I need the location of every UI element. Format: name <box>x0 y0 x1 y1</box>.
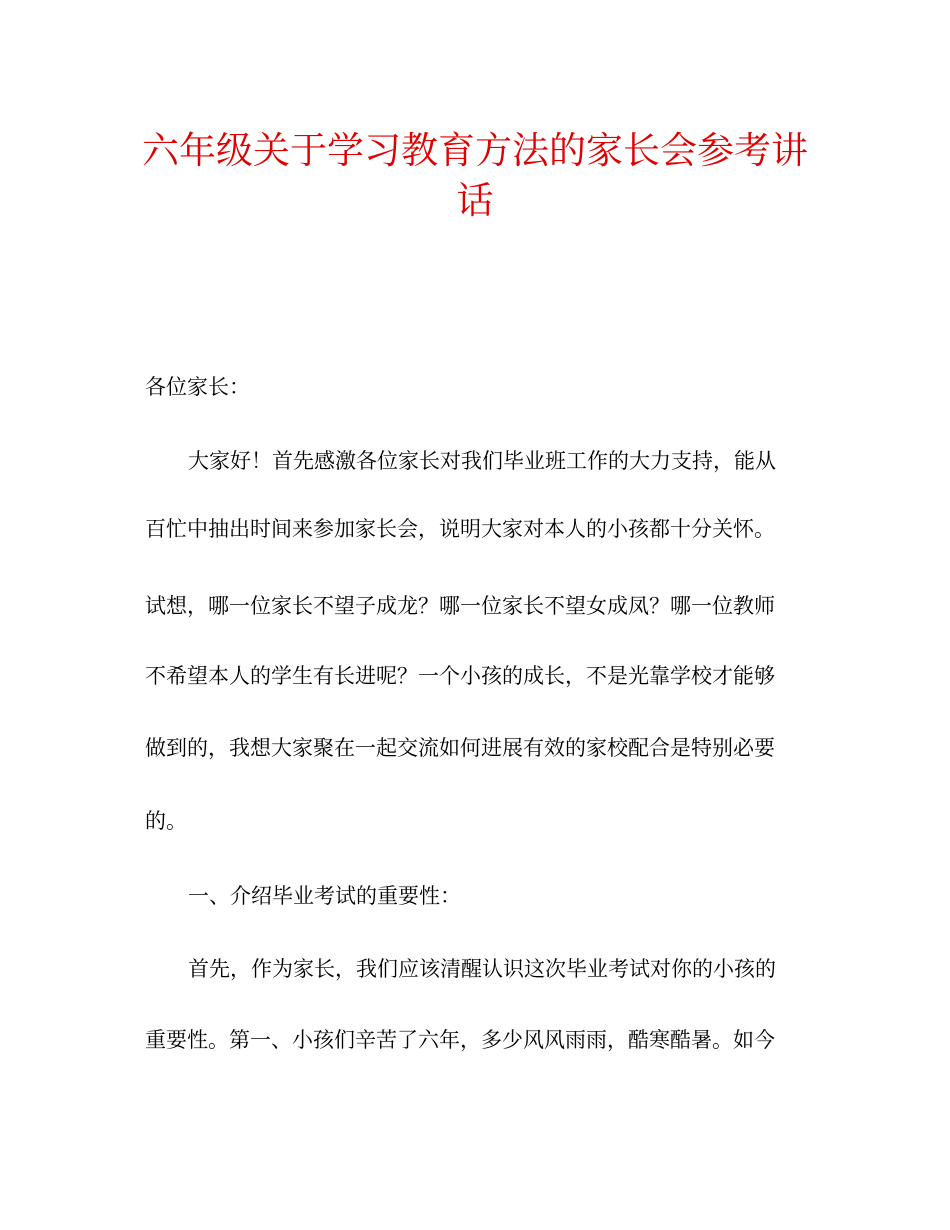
paragraph-line: 重要性。第一、小孩们辛苦了六年，多少风风雨雨，酷寒酷暑。如今 <box>145 1028 775 1052</box>
paragraph-line: 百忙中抽出时间来参加家长会，说明大家对本人的小孩都十分关怀。 <box>145 517 775 541</box>
title-line-1: 六年级关于学习教育方法的家长会参考讲 <box>142 129 808 172</box>
salutation: 各位家长： <box>145 375 250 399</box>
paragraph-line: 首先，作为家长，我们应该清醒认识这次毕业考试对你的小孩的 <box>188 957 776 981</box>
paragraph-line: 不希望本人的学生有长进呢？一个小孩的成长，不是光靠学校才能够 <box>145 664 775 688</box>
document-title <box>130 126 820 226</box>
paragraph-line: 做到的，我想大家聚在一起交流如何进展有效的家校配合是特别必要 <box>145 736 775 760</box>
section-heading: 一、介绍毕业考试的重要性： <box>188 884 461 908</box>
paragraph-line: 试想，哪一位家长不望子成龙？哪一位家长不望女成凤？哪一位教师 <box>145 594 775 618</box>
paragraph-line: 的。 <box>145 809 187 833</box>
paragraph-line: 大家好！首先感激各位家长对我们毕业班工作的大力支持，能从 <box>188 449 776 473</box>
title-line-2: 话 <box>456 179 494 222</box>
